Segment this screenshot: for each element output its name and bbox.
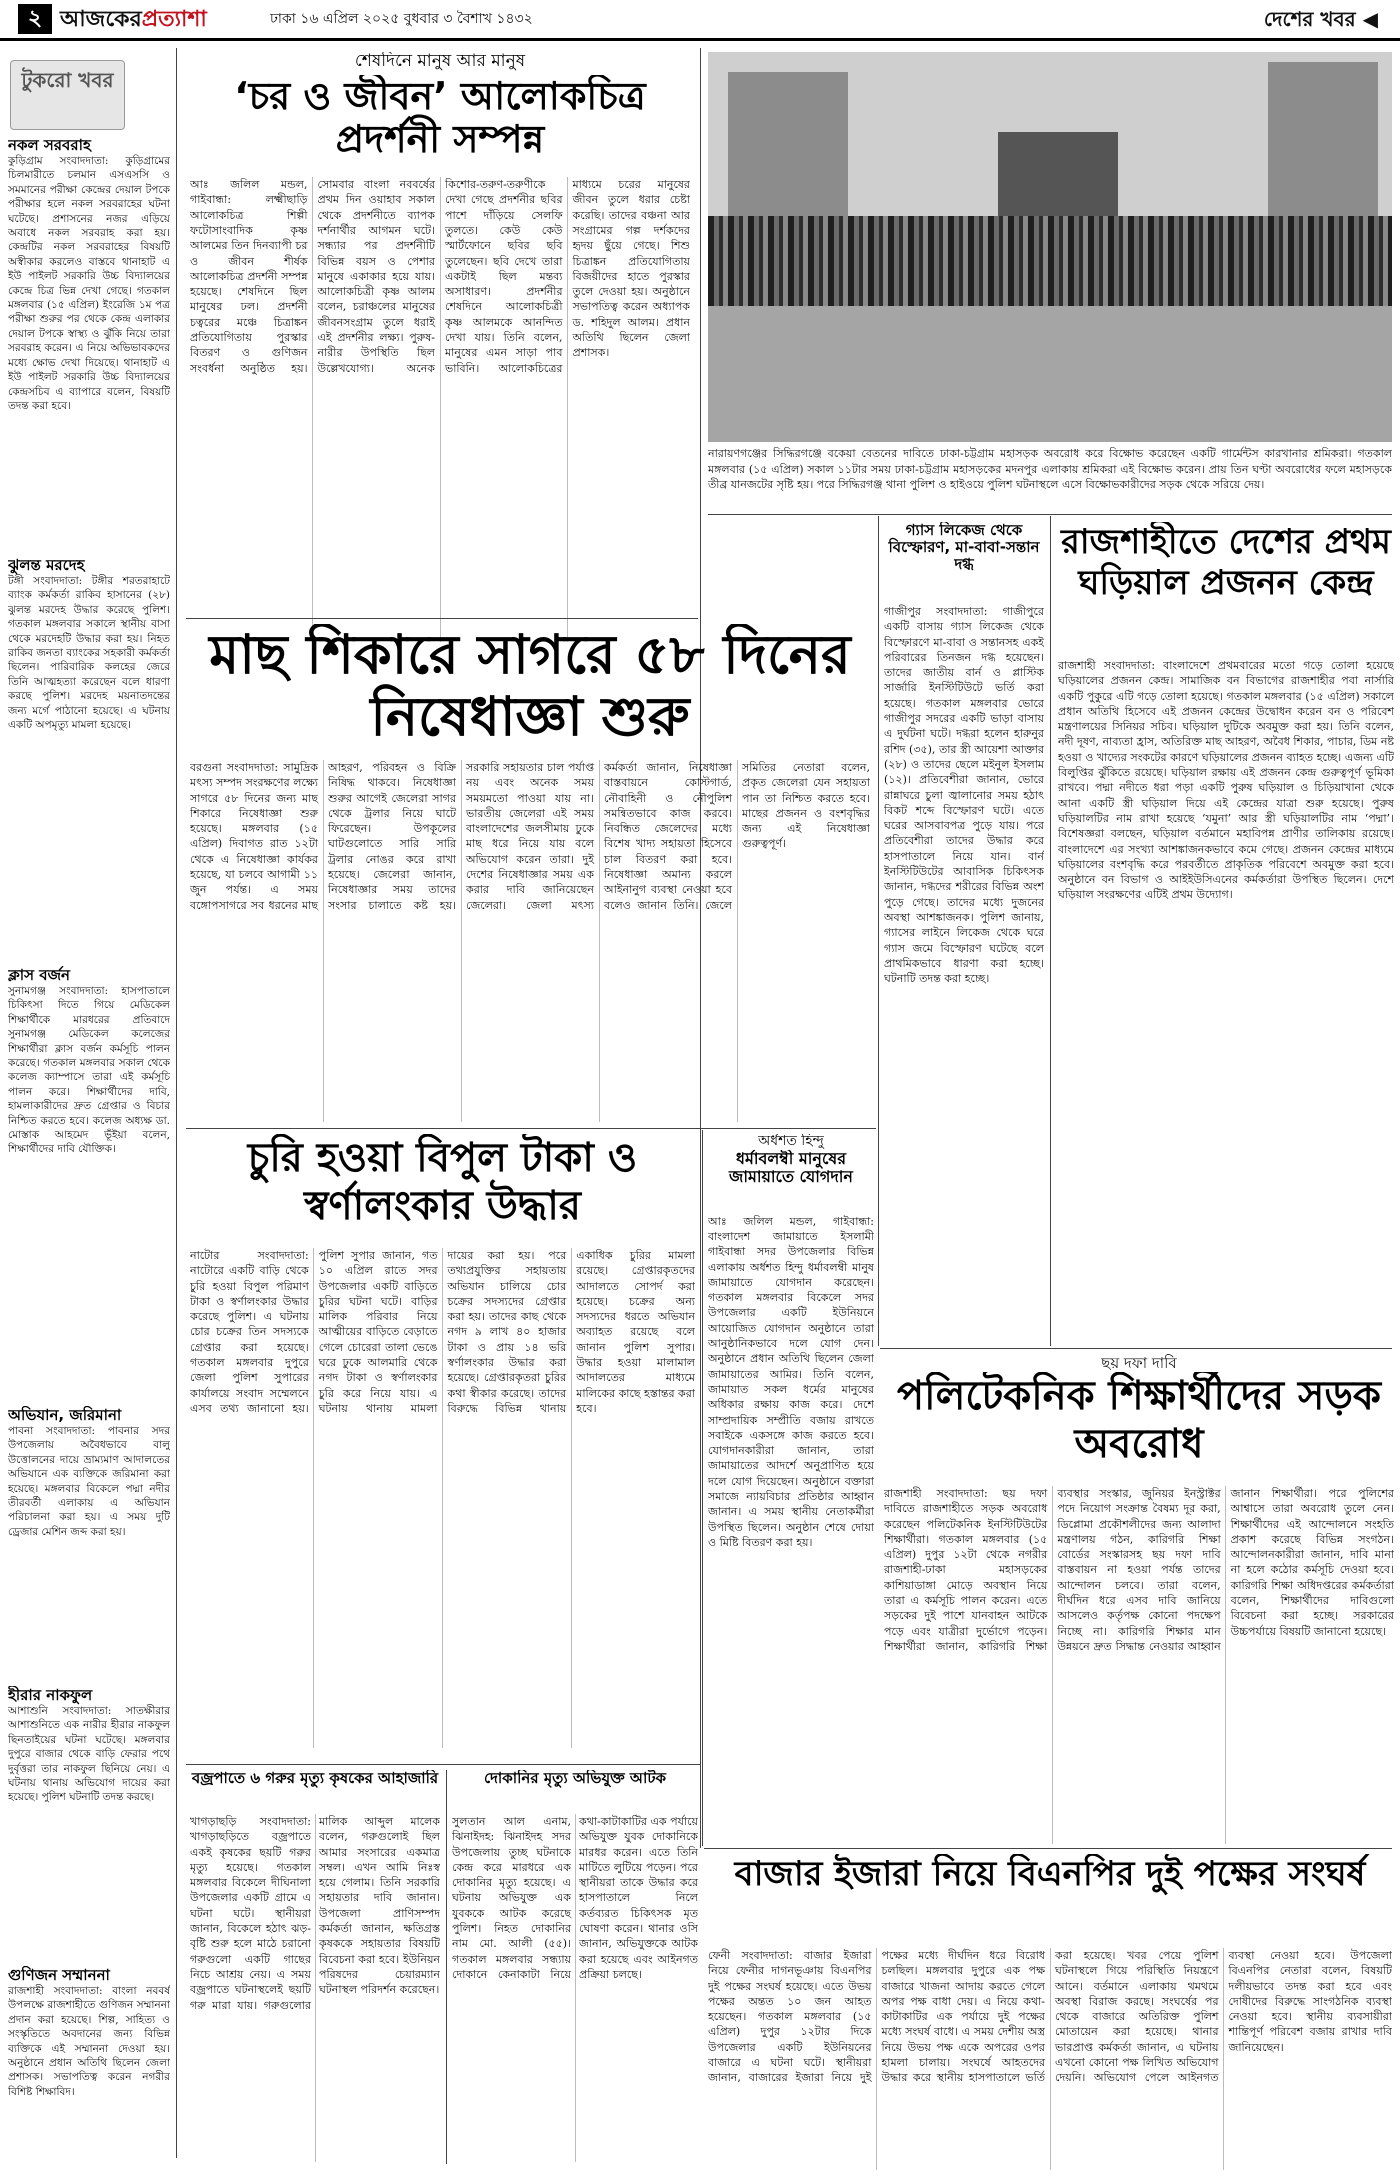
section-label: দেশের খবর (1263, 7, 1356, 31)
story-body: আঃ জলিল মন্ডল, গাইবান্ধা: লক্ষ্মীছাড়ি আলোকচিত্র শিল্পী ফটোসাংবাদিক কৃষ্ণ আলমের তিন দিনব্যাপী চর ও জীবন শীর্ষক আলোকচিত্র প্রদর্শনী সম্পন্ন হয়েছে। শেষদিনে ছিল মানুষের ঢল। প্রদর্শনী চত্বরের মঞ্চে চিত্রাঙ্কন প্রতিযোগিতায় পুরস্কার বিতরণ ও গুণিজন সংবর্ধনা অনুষ্ঠিত হয়। সোমবার বাংলা নববর্ষের প্রথম দিন ওয়াহাব সকাল থেকে প্রদর্শনীতে ব্যাপক দর্শনার্থীর আগমন ঘটে। সন্ধ্যার পর প্রদর্শনীটি বিভিন্ন বয়স ও পেশার মানুষে একাকার হয়ে যায়। আলোকচিত্রী কৃষ্ণ আলম বলেন, চরাঞ্চলের মানুষের জীবনসংগ্রাম তুলে ধরাই এই প্রদর্শনীর লক্ষ্য। পুরুষ-নারীর উপস্থিতি ছিল উল্লেখযোগ্য। অনেক কিশোর-তরুণ-তরুণীকে দেখা গেছে প্রদর্শনীর ছবির পাশে দাঁড়িয়ে সেলফি তুলতে। কেউ কেউ স্মার্টফোনে ছবির ছবি তুলেছেন। ছবি দেখে তারা একটাই ছিল মন্তব্য অসাধারণ। প্রদর্শনীর শেষদিনে আলোকচিত্রী কৃষ্ণ আলমকে আনন্দিত দেখা যায়। তিনি বলেন, মানুষের এমন সাড়া পাব ভাবিনি। আলোকচিত্রের মাধ্যমে চরের মানুষের জীবন তুলে ধরার চেষ্টা করেছি। তাদের বঞ্চনা আর সংগ্রামের গল্প দর্শকদের হৃদয় ছুঁয়ে গেছে। শিশু চিত্রাঙ্কন প্রতিযোগিতায় বিজয়ীদের হাতে পুরস্কার তুলে দেওয়া হয়। অনুষ্ঠানে সভাপতিত্ব করেন অধ্যাপক ড. শহিদুল আলম। প্রধান অতিথি ছিলেন জেলা প্রশাসক। (190, 178, 690, 375)
section-rule (880, 1348, 1392, 1349)
brief-body: রাজশাহী সংবাদদাতা: বাংলা নববর্ষ উপলক্ষে রাজশাহীতে গুণিজন সম্মাননা প্রদান করা হয়েছে। শিল্প, সাহিত্য ও সংস্কৃতিতে অবদানের জন্য বিভিন্ন ব্যক্তিকে এই সম্মাননা দেওয়া হয়। অনুষ্ঠানে প্রধান অতিথি ছিলেন জেলা প্রশাসক। সভাপতিত্ব করেন নগরীর বিশিষ্ট শিক্ষাবিদ। (8, 1985, 170, 2098)
dateline: ঢাকা ১৬ এপ্রিল ২০২৫ বুধবার ৩ বৈশাখ ১৪৩২ (270, 11, 533, 27)
brief-body: টঙ্গী সংবাদদাতা: টঙ্গীর শরতরাহাটে ব্যাংক কর্মকর্তা রাকিব হাসানের (২৮) ঝুলন্ত মরদেহ উদ্ধার করেছে পুলিশ। গতকাল মঙ্গলবার সকালে স্থানীয় বাসা থেকে মরদেহটি উদ্ধার করা হয়। নিহত রাকিব জনতা ব্যাংকের সহকারী কর্মকর্তা ছিলেন। পারিবারিক কলহের জেরে তিনি আত্মহত্যা করেছেন বলে ধারণা করছে পুলিশ। মরদেহ ময়নাতদন্তের জন্য মর্গে পাঠানো হয়েছে। এ ঘটনায় একটি অপমৃত্যু মামলা হয়েছে। (8, 575, 170, 732)
brief-headline: গুণিজন সম্মাননা (8, 1966, 110, 1984)
story-market-lease-clash (708, 1854, 1392, 2170)
masthead-part2: প্রত্যাশা (141, 6, 207, 32)
story-body: রাজশাহী সংবাদদাতা: ছয় দফা দাবিতে রাজশাহীতে সড়ক অবরোধ করেছেন পলিটেকনিক ইনস্টিটিউটের শিক্ষার্থীরা। গতকাল মঙ্গলবার (১৫ এপ্রিল) দুপুর ১২টা থেকে নগরীর রাজশাহী-ঢাকা মহাসড়কের কাশিয়াডাঙ্গা মোড়ে অবস্থান নিয়ে তারা এ কর্মসূচি পালন করেন। এতে সড়কের দুই পাশে যানবাহন আটকে পড়ে এবং যাত্রীরা দুর্ভোগে পড়েন। শিক্ষার্থীরা জানান, কারিগরি শিক্ষা ব্যবস্থার সংস্কার, জুনিয়র ইনস্ট্রাক্টর পদে নিয়োগ সংক্রান্ত বৈষম্য দূর করা, ডিপ্লোমা প্রকৌশলীদের জন্য আলাদা মন্ত্রণালয় গঠন, কারিগরি শিক্ষা বোর্ডের সংস্কারসহ ছয় দফা দাবি বাস্তবায়ন না হওয়া পর্যন্ত তাদের আন্দোলন চলবে। তারা বলেন, দীর্ঘদিন ধরে এসব দাবি জানিয়ে আসলেও কর্তৃপক্ষ কোনো পদক্ষেপ নিচ্ছে না। কারিগরি শিক্ষার মান উন্নয়নে দ্রুত সিদ্ধান্ত নেওয়ার আহ্বান জানান শিক্ষার্থীরা। পরে পুলিশের আশ্বাসে তারা অবরোধ তুলে নেন। শিক্ষার্থীদের এই আন্দোলনে সংহতি প্রকাশ করেছে বিভিন্ন সংগঠন। আন্দোলনকারীরা জানান, দাবি মানা না হলে কঠোর কর্মসূচি দেওয়া হবে। কারিগরি শিক্ষা অধিদপ্তরের কর্মকর্তারা বলেন, শিক্ষার্থীদের দাবিগুলো বিবেচনা করা হচ্ছে। সরকারের উচ্চপর্যায়ে বিষয়টি জানানো হয়েছে। (884, 1487, 1394, 1653)
top-bar (0, 0, 1400, 38)
section-rule (186, 1764, 700, 1765)
story-lightning-cows (190, 1770, 440, 2162)
brief-body: সুনামগঞ্জ সংবাদদাতা: হাসপাতালে চিকিৎসা দিতে গিয়ে মেডিকেল শিক্ষার্থীকে মারধরের প্রতিবাদে সুনামগঞ্জ মেডিকেল কলেজের শিক্ষার্থীরা ক্লাস বর্জন কর্মসূচি পালন করেছে। গতকাল মঙ্গলবার সকাল থেকে কলেজ ক্যাম্পাসে তারা এই কর্মসূচি পালন করে। শিক্ষার্থীদের দাবি, হামলাকারীদের দ্রুত গ্রেপ্তার ও বিচার নিশ্চিত করতে হবে। কলেজ অধ্যক্ষ ডা. মোস্তাক আহমেদ ভূঁইয়া বলেন, শিক্ষার্থীদের দাবি যৌক্তিক। (8, 985, 170, 1156)
story-shopkeeper-death (452, 1770, 698, 2162)
brief-item (8, 136, 170, 556)
news-photo-road-blockade (708, 52, 1392, 442)
photo-bus (998, 132, 1118, 222)
story-headline: দোকানির মৃত্যু অভিযুক্ত আটক (483, 1770, 667, 1787)
story-stolen-money (190, 1134, 695, 1748)
photo-building (1268, 62, 1378, 232)
story-headline: পলিটেকনিক শিক্ষার্থীদের সড়ক অবরোধ (897, 1373, 1381, 1467)
brief-body: পাবনা সংবাদদাতা: পাবনার সদর উপজেলায় অবৈধভাবে বালু উত্তোলনের দায়ে ভ্রাম্যমাণ আদালতের অভিযানে এক ব্যক্তিকে জরিমানা করা হয়েছে। মঙ্গলবার বিকেলে পদ্মা নদীর তীরবর্তী এলাকায় এ অভিযান পরিচালনা করা হয়। এ সময় দুটি ড্রেজার মেশিন জব্দ করা হয়। (8, 1425, 170, 1538)
story-fishing-ban (190, 624, 870, 1122)
story-body: নাটোর সংবাদদাতা: নাটোরে একটি বাড়ি থেকে চুরি হওয়া বিপুল পরিমাণ টাকা ও স্বর্ণালংকার উদ্ধার করেছে পুলিশ। এ ঘটনায় চোর চক্রের তিন সদস্যকে গ্রেপ্তার করা হয়েছে। গতকাল মঙ্গলবার দুপুরে জেলা পুলিশ সুপারের কার্যালয়ে সংবাদ সম্মেলনে এসব তথ্য জানানো হয়। পুলিশ সুপার জানান, গত ১০ এপ্রিল রাতে সদর উপজেলার একটি বাড়িতে চুরির ঘটনা ঘটে। বাড়ির মালিক পরিবার নিয়ে আত্মীয়ের বাড়িতে বেড়াতে গেলে চোরেরা তালা ভেঙে ঘরে ঢুকে আলমারি থেকে নগদ টাকা ও স্বর্ণালংকার চুরি করে নিয়ে যায়। এ ঘটনায় থানায় মামলা দায়ের করা হয়। পরে তথ্যপ্রযুক্তির সহায়তায় অভিযান চালিয়ে চোর চক্রের সদস্যদের গ্রেপ্তার করা হয়। তাদের কাছ থেকে নগদ ৯ লাখ ৪০ হাজার টাকা ও প্রায় ১৪ ভরি স্বর্ণালংকার উদ্ধার করা হয়েছে। গ্রেপ্তারকৃতরা চুরির কথা স্বীকার করেছে। তাদের বিরুদ্ধে বিভিন্ন থানায় একাধিক চুরির মামলা রয়েছে। গ্রেপ্তারকৃতদের আদালতে সোপর্দ করা হয়েছে। চক্রের অন্য সদস্যদের ধরতে অভিযান অব্যাহত রয়েছে বলে জানান পুলিশ সুপার। উদ্ধার হওয়া মালামাল আদালতের মাধ্যমে মালিকের কাছে হস্তান্তর করা হবে। (190, 1249, 695, 1415)
column-divider (878, 516, 879, 1346)
brief-headline: নকল সরবরাহ (8, 136, 91, 154)
story-gharial-breeding (1058, 522, 1394, 1320)
story-body: ফেনী সংবাদদাতা: বাজার ইজারা নিয়ে ফেনীর দাগনভূঞায় বিএনপির দুই পক্ষের সংঘর্ষ হয়েছে। এতে উভয় পক্ষের অন্তত ১০ জন আহত হয়েছেন। গতকাল মঙ্গলবার (১৫ এপ্রিল) দুপুর ১২টার দিকে উপজেলার একটি ইউনিয়নের বাজারে এ ঘটনা ঘটে। স্থানীয়রা জানান, বাজারের ইজারা নিয়ে দুই পক্ষের মধ্যে দীর্ঘদিন ধরে বিরোধ চলছিল। মঙ্গলবার দুপুরে এক পক্ষ বাজারে খাজনা আদায় করতে গেলে অপর পক্ষ বাধা দেয়। এ নিয়ে কথা-কাটাকাটির এক পর্যায়ে দুই পক্ষের মধ্যে সংঘর্ষ বাধে। এ সময় দেশীয় অস্ত্র নিয়ে উভয় পক্ষ একে অপরের ওপর হামলা চালায়। সংঘর্ষে আহতদের উদ্ধার করে স্থানীয় হাসপাতালে ভর্তি করা হয়েছে। খবর পেয়ে পুলিশ ঘটনাস্থলে গিয়ে পরিস্থিতি নিয়ন্ত্রণে আনে। বর্তমানে এলাকায় থমথমে অবস্থা বিরাজ করছে। সংঘর্ষের পর থেকে বাজারে অতিরিক্ত পুলিশ মোতায়েন করা হয়েছে। থানার ভারপ্রাপ্ত কর্মকর্তা জানান, এ ঘটনায় এখনো কোনো পক্ষ লিখিত অভিযোগ দেয়নি। অভিযোগ পেলে আইনগত ব্যবস্থা নেওয়া হবে। উপজেলা বিএনপির নেতারা বলেন, বিষয়টি দলীয়ভাবে তদন্ত করা হবে এবং দোষীদের বিরুদ্ধে সাংগঠনিক ব্যবস্থা নেওয়া হবে। স্থানীয় ব্যবসায়ীরা শান্তিপূর্ণ পরিবেশ বজায় রাখার দাবি জানিয়েছেন। (708, 1949, 1392, 2085)
masthead (60, 2, 207, 36)
story-headline: রাজশাহীতে দেশের প্রথম ঘড়িয়াল প্রজনন কেন্দ্র (1061, 522, 1391, 603)
story-photo-exhibition (190, 52, 690, 642)
story-hindu-joining (708, 1134, 874, 1844)
section-rule (704, 1848, 1392, 1849)
brief-headline: ক্লাস বর্জন (8, 966, 70, 984)
photo-road (708, 306, 1392, 443)
brief-item (8, 1966, 170, 2146)
top-rule (0, 38, 1400, 41)
story-headline: বাজার ইজারা নিয়ে বিএনপির দুই পক্ষের সংঘর্ষ (734, 1854, 1366, 1894)
story-body: গাজীপুর সংবাদদাতা: গাজীপুরে একটি বাসায় গ্যাস লিকেজ থেকে বিস্ফোরণে মা-বাবা ও সন্তানসহ একই পরিবারের তিনজন দগ্ধ হয়েছেন। তাদের জাতীয় বার্ন ও প্লাস্টিক সার্জারি ইনস্টিটিউটে ভর্তি করা হয়েছে। গতকাল মঙ্গলবার ভোরে গাজীপুর সদরের একটি ভাড়া বাসায় এ দুর্ঘটনা ঘটে। দগ্ধরা হলেন হারুনুর রশিদ (৩৫), তার স্ত্রী আয়েশা আক্তার (২৮) ও তাদের ছেলে মইনুল ইসলাম (১২)। প্রতিবেশীরা জানান, ভোরে রান্নাঘরে চুলা জ্বালানোর সময় হঠাৎ বিকট শব্দে বিস্ফোরণ ঘটে। এতে ঘরের আসবাবপত্র পুড়ে যায়। পরে প্রতিবেশীরা তাদের উদ্ধার করে হাসপাতালে নিয়ে যান। বার্ন ইনস্টিটিউটের আবাসিক চিকিৎসক জানান, দগ্ধদের শরীরের বিভিন্ন অংশ পুড়ে গেছে। তাদের মধ্যে দুজনের অবস্থা আশঙ্কাজনক। পুলিশ জানায়, গ্যাসের লাইনে লিকেজ থেকে ঘরে গ্যাস জমে বিস্ফোরণ ঘটেছে বলে প্রাথমিকভাবে ধারণা করা হচ্ছে। ঘটনাটি তদন্ত করা হচ্ছে। (884, 605, 1044, 986)
story-body: বরগুনা সংবাদদাতা: সামুদ্রিক মৎস্য সম্পদ সংরক্ষণের লক্ষ্যে সাগরে ৫৮ দিনের জন্য মাছ শিকারে নিষেধাজ্ঞা শুরু হয়েছে। মঙ্গলবার (১৫ এপ্রিল) দিবাগত রাত ১২টা থেকে এ নিষেধাজ্ঞা কার্যকর হয়েছে, যা চলবে আগামী ১১ জুন পর্যন্ত। এ সময় বঙ্গোপসাগরে সব ধরনের মাছ আহরণ, পরিবহন ও বিক্রি নিষিদ্ধ থাকবে। নিষেধাজ্ঞা শুরুর আগেই জেলেরা সাগর থেকে ট্রলার নিয়ে ঘাটে ফিরেছেন। উপকূলের ঘাটগুলোতে সারি সারি ট্রলার নোঙর করে রাখা হয়েছে। জেলেরা জানান, নিষেধাজ্ঞার সময় তাদের সংসার চালাতে কষ্ট হয়। সরকারি সহায়তার চাল পর্যাপ্ত নয় এবং অনেক সময় সময়মতো পাওয়া যায় না। ভারতীয় জেলেরা এই সময় বাংলাদেশের জলসীমায় ঢুকে মাছ ধরে নিয়ে যায় বলে অভিযোগ করেন তারা। দুই দেশের নিষেধাজ্ঞার সময় এক করার দাবি জানিয়েছেন জেলেরা। জেলা মৎস্য কর্মকর্তা জানান, নিষেধাজ্ঞা বাস্তবায়নে কোস্টগার্ড, নৌবাহিনী ও নৌপুলিশ সমন্বিতভাবে কাজ করবে। নিবন্ধিত জেলেদের মধ্যে বিশেষ খাদ্য সহায়তা হিসেবে চাল বিতরণ করা হবে। নিষেধাজ্ঞা অমান্য করলে আইনানুগ ব্যবস্থা নেওয়া হবে বলেও জানান তিনি। জেলে সমিতির নেতারা বলেন, প্রকৃত জেলেরা যেন সহায়তা পান তা নিশ্চিত করতে হবে। মাছের প্রজনন ও বংশবৃদ্ধির জন্য এই নিষেধাজ্ঞা গুরুত্বপূর্ণ। (190, 761, 870, 912)
arrow-left-icon: ◀ (1362, 7, 1378, 31)
column-divider (702, 1130, 703, 1846)
brief-item (8, 1686, 170, 1966)
story-body: আঃ জলিল মন্ডল, গাইবান্ধা: বাংলাদেশ জামায়াতে ইসলামী গাইবান্ধা সদর উপজেলার বিভিন্ন এলাকায় অর্ধশত হিন্দু ধর্মাবলম্বী মানুষ জামায়াতে যোগদান করেছেন। গতকাল মঙ্গলবার বিকেলে সদর উপজেলার একটি ইউনিয়নে আয়োজিত যোগদান অনুষ্ঠানে তারা আনুষ্ঠানিকভাবে দলে যোগ দেন। অনুষ্ঠানে প্রধান অতিথি ছিলেন জেলা জামায়াতের আমির। তিনি বলেন, জামায়াত সকল ধর্মের মানুষের অধিকার রক্ষায় কাজ করে। দেশে সাম্প্রদায়িক সম্প্রীতি বজায় রাখতে সবাইকে একসঙ্গে কাজ করতে হবে। যোগদানকারীরা জানান, তারা জামায়াতের আদর্শে অনুপ্রাণিত হয়ে দলে যোগ দিয়েছেন। অনুষ্ঠানে বক্তারা সমাজে ন্যায়বিচার প্রতিষ্ঠার আহ্বান জানান। এ সময় স্থানীয় নেতাকর্মীরা উপস্থিত ছিলেন। অনুষ্ঠান শেষে দোয়া ও মিষ্টি বিতরণ করা হয়। (708, 1214, 874, 1549)
photo-building (728, 72, 848, 222)
story-headline: ধর্মাবলম্বী মানুষের জামায়াতে যোগদান (729, 1149, 853, 1186)
story-polytechnic-blockade (884, 1354, 1394, 1844)
photo-caption: নারায়ণগঞ্জের সিদ্ধিরগঞ্জে বকেয়া বেতনের দাবিতে ঢাকা-চট্টগ্রাম মহাসড়ক অবরোধ করে বিক্ষোভ করেছেন একটি গার্মেন্টস কারখানার শ্রমিকরা। গতকাল মঙ্গলবার (১৫ এপ্রিল) সকাল ১১টার সময় ঢাকা-চট্টগ্রাম মহাসড়কের মদনপুর এলাকায় শ্রমিকরা এই বিক্ষোভ করেন। প্রায় তিন ঘণ্টা অবরোধের ফলে মহাসড়কে তীব্র যানজটের সৃষ্টি হয়। পরে সিদ্ধিরগঞ্জ থানা পুলিশ ও হাইওয়ে পুলিশ ঘটনাস্থলে এসে বিক্ষোভকারীদের সড়ক থেকে সরিয়ে দেয়। (708, 447, 1392, 491)
brief-headline: হীরার নাকফুল (8, 1686, 93, 1704)
brief-item (8, 556, 170, 966)
story-kicker: শেষদিনে মানুষ আর মানুষ (354, 52, 526, 71)
story-headline: মাছ শিকারে সাগরে ৫৮ দিনের নিষেধাজ্ঞা শুরু (209, 624, 851, 749)
section-rule (186, 618, 698, 619)
briefs-column (8, 136, 170, 2156)
story-kicker: ছয় দফা দাবি (1101, 1354, 1177, 1372)
brief-item (8, 1406, 170, 1686)
brief-item (8, 966, 170, 1406)
section-title (1264, 2, 1378, 36)
story-kicker: অর্ধশত হিন্দু (758, 1134, 824, 1149)
brief-body: কুড়িগ্রাম সংবাদদাতা: কুড়িগ্রামের চিলমারীতে চলমান এসএসসি ও সমমানের পরীক্ষা কেন্দ্রের দেয়াল টপকে পরীক্ষার হলে নকল সরবরাহের ঘটনা ঘটেছে। প্রশাসনের নজর এড়িয়ে অবাধে নকল সরবরাহ করা হয়। কেন্দ্রটির নকল সরবরাহের বিষয়টি অস্বীকার করলেও বাস্তবে থানাহাট এ ইউ পাইলট সরকারি উচ্চ বিদ্যালয়ের কেন্দ্রে চিত্র ভিন্ন দেখা গেছে। গতকাল মঙ্গলবার (১৫ এপ্রিল) ইংরেজি ১ম পত্র পরীক্ষা শুরুর পর থেকে কেন্দ্র এলাকার দেয়াল টপকে স্বাস্থ্য ও ঝুঁকি নিয়ে তারা সরবরাহ করেন। এ নিয়ে অভিভাবকদের মধ্যে ক্ষোভ দেখা দিয়েছে। থানাহাট এ ইউ পাইলট সরকারি উচ্চ বিদ্যালয়ের কেন্দ্রসচিব এ ব্যাপারে বলেন, বিষয়টি তদন্ত করা হবে। (8, 155, 170, 412)
story-headline: চুরি হওয়া বিপুল টাকা ও স্বর্ণালংকার উদ্ধার (247, 1135, 638, 1229)
story-headline: ‘চর ও জীবন’ আলোকচিত্র প্রদর্শনী সম্পন্ন (234, 75, 646, 161)
story-headline: বজ্রপাতে ৬ গরুর মৃত্যু কৃষকের আহাজারি (191, 1770, 439, 1787)
brief-headline: ঝুলন্ত মরদেহ (8, 556, 85, 574)
column-divider (446, 1770, 447, 2164)
brief-body: আশাশুনি সংবাদদাতা: সাতক্ষীরার আশাশুনিতে এক নারীর হীরার নাকফুল ছিনতাইয়ের ঘটনা ঘটেছে। মঙ্গলবার দুপুরে বাজার থেকে বাড়ি ফেরার পথে দুর্বৃত্তরা তার নাকফুল ছিনিয়ে নেয়। এ ঘটনায় থানায় অভিযোগ দায়ের করা হয়েছে। পুলিশ ঘটনাটি তদন্ত করছে। (8, 1705, 170, 1804)
story-headline: গ্যাস লিকেজ থেকে বিস্ফোরণ, মা-বাবা-সন্তান দগ্ধ (888, 522, 1040, 573)
masthead-part1: আজকের (60, 6, 142, 32)
section-rule (708, 514, 1392, 515)
story-body: সুলতান আল এনাম, ঝিনাইদহ: ঝিনাইদহ সদর উপজেলায় তুচ্ছ ঘটনাকে কেন্দ্র করে মারধরে এক দোকানির মৃত্যু হয়েছে। এ ঘটনায় অভিযুক্ত এক যুবককে আটক করেছে পুলিশ। নিহত দোকানির নাম মো. আলী (৫৫)। গতকাল মঙ্গলবার সন্ধ্যায় দোকানে কেনাকাটা নিয়ে কথা-কাটাকাটির এক পর্যায়ে অভিযুক্ত যুবক দোকানিকে মারধর করেন। এতে তিনি মাটিতে লুটিয়ে পড়েন। পরে স্থানীয়রা তাকে উদ্ধার করে হাসপাতালে নিলে কর্তব্যরত চিকিৎসক মৃত ঘোষণা করেন। থানার ওসি জানান, অভিযুক্তকে আটক করা হয়েছে এবং আইনগত প্রক্রিয়া চলছে। (452, 1815, 698, 1981)
story-body: রাজশাহী সংবাদদাতা: বাংলাদেশে প্রথমবারের মতো গড়ে তোলা হয়েছে ঘড়িয়ালের প্রজনন কেন্দ্র। সামাজিক বন বিভাগের রাজশাহীর পবা নার্সারি একটি পুকুরে এটি গড়ে তোলা হয়েছে। গতকাল মঙ্গলবার (১৫ এপ্রিল) সকালে প্রধান অতিথি হিসেবে এই প্রজনন কেন্দ্রের উদ্বোধন করেন বন ও পরিবেশ মন্ত্রণালয়ের সিনিয়র সচিব। ঘড়িয়াল দুটিকে অবমুক্ত করা হয়। তিনি বলেন, নদী দূষণ, নাব্যতা হ্রাস, অতিরিক্ত মাছ আহরণ, অবৈধ শিকার, পাচার, ডিম নষ্ট হওয়া ও খাদ্যের সংকটের কারণে ঘড়িয়ালের প্রজনন ব্যাহত হচ্ছে। এজন্য এটি বিলুপ্তির ঝুঁকিতে রয়েছে। ঘড়িয়াল রক্ষায় এই প্রজনন কেন্দ্র গুরুত্বপূর্ণ ভূমিকা রাখবে। পদ্মা নদীতে ধরা পড়া একটি পুরুষ ঘড়িয়াল ও চিড়িয়াখানা থেকে আনা একটি স্ত্রী ঘড়িয়াল দিয়ে এই কেন্দ্রের যাত্রা শুরু হয়েছে। পুরুষ ঘড়িয়ালটির নাম রাখা হয়েছে ‘যমুনা’ আর স্ত্রী ঘড়িয়ালটির নাম ‘পদ্মা’। বিশেষজ্ঞরা বলছেন, ঘড়িয়াল বর্তমানে মহাবিপন্ন প্রাণীর তালিকায় রয়েছে। বাংলাদেশে এর সংখ্যা আশঙ্কাজনকভাবে কমে গেছে। প্রজনন কেন্দ্রের মাধ্যমে ঘড়িয়ালের বংশবৃদ্ধি করে পরবর্তীতে প্রাকৃতিক পরিবেশে অবমুক্ত করা হবে। অনুষ্ঠানে বন বিভাগ ও আইইউসিএনের কর্মকর্তারা উপস্থিত ছিলেন। দেশে ঘড়িয়াল সংরক্ষণের এটিই প্রথম উদ্যোগ। (1058, 659, 1394, 902)
story-body: খাগড়াছড়ি সংবাদদাতা: খাগড়াছড়িতে বজ্রপাতে একই কৃষকের ছয়টি গরুর মৃত্যু হয়েছে। গতকাল মঙ্গলবার বিকেলে দীঘিনালা উপজেলার একটি গ্রামে এ ঘটনা ঘটে। স্থানীয়রা জানান, বিকেলে হঠাৎ ঝড়-বৃষ্টি শুরু হলে মাঠে চরানো গরুগুলো একটি গাছের নিচে আশ্রয় নেয়। এ সময় বজ্রপাতে ঘটনাস্থলেই ছয়টি গরু মারা যায়। গরুগুলোর মালিক আব্দুল মালেক বলেন, গরুগুলোই ছিল আমার সংসারের একমাত্র সম্বল। এখন আমি নিঃস্ব হয়ে গেলাম। তিনি সরকারি সহায়তার দাবি জানান। উপজেলা প্রাণিসম্পদ কর্মকর্তা জানান, ক্ষতিগ্রস্ত কৃষককে সহায়তার বিষয়টি বিবেচনা করা হবে। ইউনিয়ন পরিষদের চেয়ারম্যান ঘটনাস্থল পরিদর্শন করেছেন। (190, 1815, 440, 2012)
section-rule (186, 1128, 876, 1129)
brief-headline: অভিযান, জরিমানা (8, 1406, 122, 1424)
briefs-badge: টুকরো খবর (10, 60, 125, 130)
story-gas-explosion (884, 522, 1044, 1324)
column-divider (176, 48, 177, 2158)
column-divider (1050, 516, 1051, 1346)
page-number: ২ (18, 4, 52, 34)
